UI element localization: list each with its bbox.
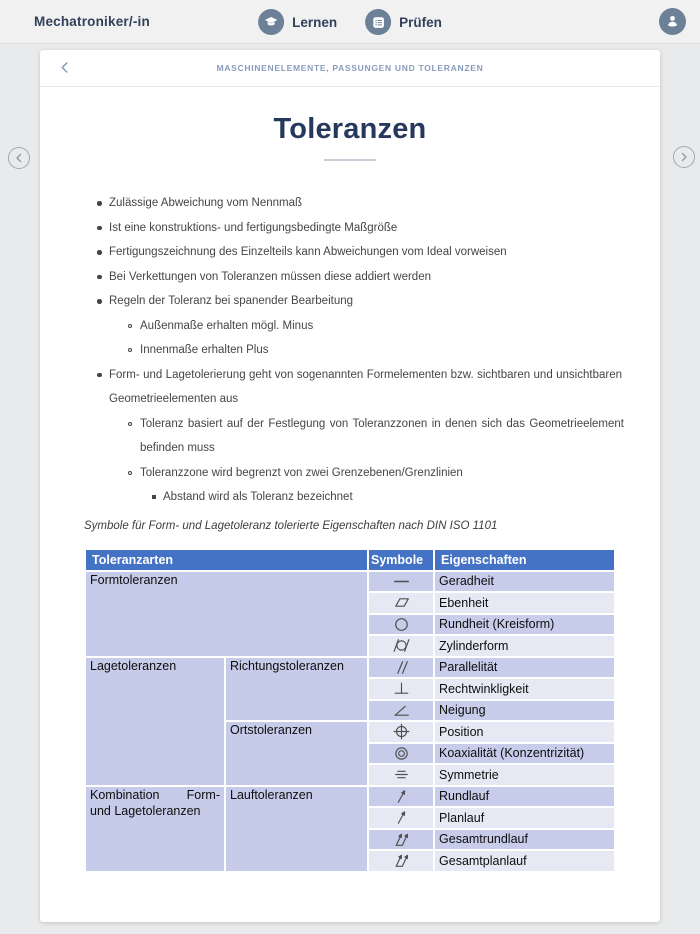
table-caption: Symbole für Form- und Lagetoleranz tolerierte Eigenschaften nach DIN ISO 1101 <box>84 519 498 532</box>
total-runout-icon <box>391 830 412 849</box>
list-item-text: Form- und Lagetolerierung geht von sogenannten Formelementen bzw. sichtbaren und unsichtbaren Geometrieelementen aus <box>109 368 622 405</box>
list-item-text: Innenmaße erhalten Plus <box>140 344 269 356</box>
property-cell: Planlauf <box>434 807 615 829</box>
chevron-left-icon <box>15 151 23 166</box>
bullet-icon <box>97 299 102 304</box>
symbol-cell <box>368 592 434 614</box>
breadcrumb: MASCHINENELEMENTE, PASSUNGEN UND TOLERANZEN <box>216 63 484 73</box>
circle-bullet-icon <box>128 324 132 328</box>
symbol-cell <box>368 678 434 700</box>
table-row <box>85 786 615 808</box>
page-title: Toleranzen <box>273 113 427 145</box>
table-header-row <box>85 549 615 571</box>
prev-page-button[interactable] <box>8 147 30 169</box>
roundness-icon <box>391 615 412 634</box>
card-header <box>40 50 660 87</box>
lesson-card <box>40 50 660 922</box>
category-cell: Lauftoleranzen <box>225 786 368 872</box>
next-page-button[interactable] <box>673 146 695 168</box>
header-toleranzarten: Toleranzarten <box>85 549 368 571</box>
position-icon <box>391 722 412 741</box>
tolerance-table <box>84 548 616 873</box>
list-item <box>40 240 660 265</box>
list-item-text: Toleranz basiert auf der Festlegung von Toleranzzonen in denen sich das Geometrieelement befinden muss <box>140 417 624 454</box>
back-button[interactable] <box>58 59 71 79</box>
property-cell: Rundlauf <box>434 786 615 808</box>
list-item <box>40 485 660 510</box>
category-cell: Formtoleranzen <box>85 571 368 657</box>
app-title: Mechatroniker/-in <box>34 14 150 29</box>
property-cell: Gesamtplanlauf <box>434 850 615 872</box>
category-cell: Richtungstoleranzen <box>225 657 368 722</box>
symbol-cell <box>368 807 434 829</box>
header-symbole: Symbole <box>368 549 434 571</box>
property-cell: Parallelität <box>434 657 615 679</box>
runout-arrow-icon <box>391 808 412 827</box>
property-cell: Geradheit <box>434 571 615 593</box>
bullet-icon <box>97 275 102 280</box>
checklist-icon <box>365 9 391 35</box>
list-item-text: Zulässige Abweichung vom Nennmaß <box>109 197 303 209</box>
category-cell: Lagetoleranzen <box>85 657 225 786</box>
list-item <box>40 265 660 290</box>
concentricity-icon <box>391 744 412 763</box>
parallelism-icon <box>391 658 412 677</box>
graduation-cap-icon <box>258 9 284 35</box>
list-item <box>40 412 660 461</box>
angularity-icon <box>391 701 412 720</box>
flatness-icon <box>391 593 412 612</box>
property-cell: Position <box>434 721 615 743</box>
list-item <box>40 216 660 241</box>
list-item <box>40 289 660 314</box>
property-cell: Ebenheit <box>434 592 615 614</box>
nav-pruefen-label: Prüfen <box>399 14 442 30</box>
symbol-cell <box>368 614 434 636</box>
circle-bullet-icon <box>128 471 132 475</box>
bullet-list <box>40 191 660 510</box>
property-cell: Rundheit (Kreisform) <box>434 614 615 636</box>
table-row <box>85 657 615 679</box>
list-item <box>40 314 660 339</box>
chevron-left-icon <box>60 62 69 77</box>
symbol-cell <box>368 571 434 593</box>
symbol-cell <box>368 764 434 786</box>
tolerance-table-body <box>85 571 615 872</box>
list-item <box>40 338 660 363</box>
symbol-cell <box>368 850 434 872</box>
symbol-cell <box>368 786 434 808</box>
circle-bullet-icon <box>128 422 132 426</box>
user-icon <box>664 12 681 32</box>
total-runout-icon <box>391 851 412 870</box>
circle-bullet-icon <box>128 348 132 352</box>
symbol-cell <box>368 657 434 679</box>
bullet-icon <box>97 250 102 255</box>
symbol-cell <box>368 743 434 765</box>
nav-lernen-button[interactable] <box>258 9 337 35</box>
header-eigenschaften: Eigenschaften <box>434 549 615 571</box>
property-cell: Gesamtrundlauf <box>434 829 615 851</box>
nav-pruefen-button[interactable] <box>365 9 442 35</box>
category-cell: Kombination Form- und Lagetoleranzen <box>85 786 225 872</box>
perpendicularity-icon <box>391 679 412 698</box>
list-item <box>40 461 660 486</box>
symbol-cell <box>368 829 434 851</box>
title-divider <box>324 159 376 161</box>
symbol-cell <box>368 700 434 722</box>
list-item-text: Toleranzzone wird begrenzt von zwei Grenzebenen/Grenzlinien <box>140 466 463 479</box>
profile-button[interactable] <box>659 8 686 35</box>
property-cell: Koaxialität (Konzentrizität) <box>434 743 615 765</box>
symmetry-icon <box>391 765 412 784</box>
nav-lernen-label: Lernen <box>292 14 338 30</box>
list-item-text: Ist eine konstruktions- und fertigungsbedingte Maßgröße <box>109 221 398 234</box>
list-item <box>40 191 660 216</box>
property-cell: Symmetrie <box>434 764 615 786</box>
list-item-text: Fertigungszeichnung des Einzelteils kann Abweichungen vom Ideal vorweisen <box>109 246 507 258</box>
bullet-icon <box>97 373 102 378</box>
bullet-icon <box>97 226 102 231</box>
list-item-text: Abstand wird als Toleranz bezeichnet <box>163 491 353 503</box>
list-item-text: Bei Verkettungen von Toleranzen müssen diese addiert werden <box>109 270 431 283</box>
property-cell: Zylinderform <box>434 635 615 657</box>
runout-arrow-icon <box>391 787 412 806</box>
list-item-text: Außenmaße erhalten mögl. Minus <box>140 319 314 332</box>
table-row <box>85 571 615 593</box>
top-nav <box>258 0 442 44</box>
chevron-right-icon <box>680 150 688 165</box>
symbol-cell <box>368 635 434 657</box>
list-item-text: Regeln der Toleranz bei spanender Bearbeitung <box>109 295 354 307</box>
property-cell: Neigung <box>434 700 615 722</box>
square-bullet-icon <box>152 495 156 499</box>
list-item <box>40 363 660 412</box>
property-cell: Rechtwinkligkeit <box>434 678 615 700</box>
cylindricity-icon <box>391 636 412 655</box>
top-bar <box>0 0 700 44</box>
symbol-cell <box>368 721 434 743</box>
straightness-icon <box>391 572 412 591</box>
category-cell: Ortstoleranzen <box>225 721 368 786</box>
bullet-icon <box>97 201 102 206</box>
